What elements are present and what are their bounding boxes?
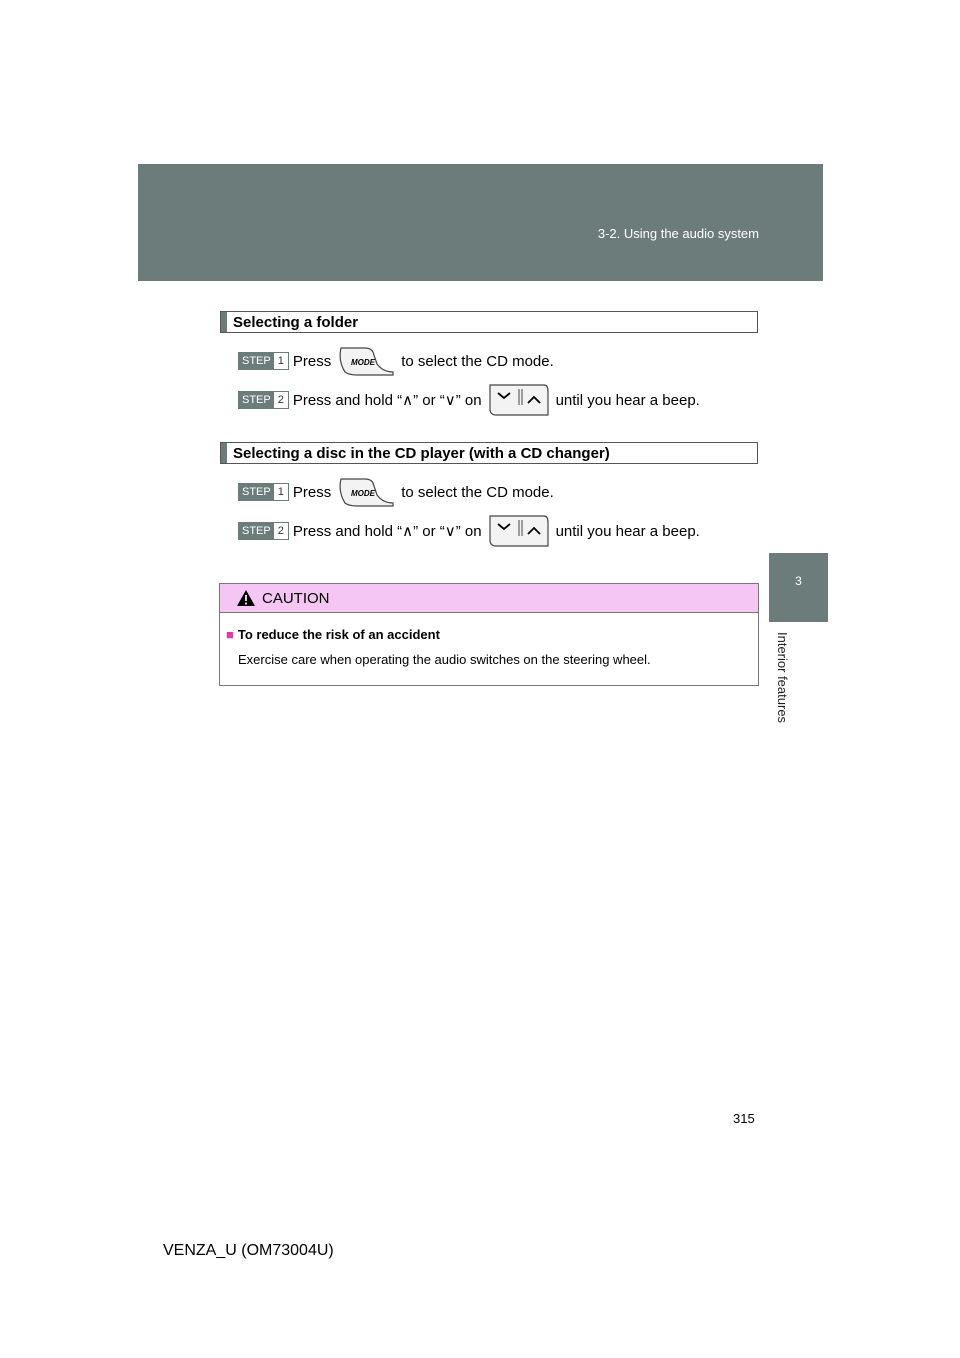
header-band xyxy=(138,164,823,281)
step-label: STEP xyxy=(239,523,274,539)
step-label: STEP xyxy=(239,392,274,408)
step-text-after: until you hear a beep. xyxy=(555,391,700,409)
step-label: STEP xyxy=(239,353,274,369)
caution-item-title-text: To reduce the risk of an accident xyxy=(237,627,440,642)
step-text-before: Press and hold “∧” or “∨” on xyxy=(292,392,482,409)
caution-label: CAUTION xyxy=(262,589,330,607)
step-number: 1 xyxy=(274,353,288,369)
heading-bar xyxy=(221,443,227,463)
square-bullet-icon: ■ xyxy=(226,627,234,642)
step-text-after: until you hear a beep. xyxy=(555,522,700,540)
step-number: 2 xyxy=(274,392,288,408)
caution-header xyxy=(220,584,758,613)
section-heading-disc xyxy=(220,442,758,464)
section-header: 3-2. Using the audio system xyxy=(597,226,759,241)
step-badge xyxy=(238,522,289,540)
page-number: 315 xyxy=(733,1111,755,1126)
chapter-tab xyxy=(769,553,828,622)
mode-button-icon xyxy=(337,346,395,376)
step-badge xyxy=(238,352,289,370)
step-row xyxy=(238,516,700,546)
mode-button-icon xyxy=(337,477,395,507)
step-text-before: Press and hold “∧” or “∨” on xyxy=(292,523,482,540)
mode-button-text: MODE xyxy=(351,489,376,498)
manual-code: VENZA_U (OM73004U) xyxy=(163,1242,334,1259)
caution-item-text: Exercise care when operating the audio switches on the steering wheel. xyxy=(238,652,651,667)
chapter-label: Interior features xyxy=(775,632,790,724)
seek-button-icon xyxy=(488,383,550,417)
step-text-after: to select the CD mode. xyxy=(401,352,554,370)
section-title: Selecting a disc in the CD player (with a CD changer) xyxy=(233,445,610,462)
step-number: 2 xyxy=(274,523,288,539)
step-text-before: Press xyxy=(292,352,332,370)
caution-item-title xyxy=(226,627,440,642)
step-badge xyxy=(238,391,289,409)
heading-bar xyxy=(221,312,227,332)
section-heading-folder xyxy=(220,311,758,333)
step-row xyxy=(238,477,554,507)
seek-button-icon xyxy=(488,514,550,548)
chapter-number: 3 xyxy=(795,574,802,588)
step-row xyxy=(238,385,700,415)
warning-icon xyxy=(236,589,256,607)
caution-box xyxy=(219,583,759,686)
step-text-before: Press xyxy=(292,483,332,501)
section-title: Selecting a folder xyxy=(233,314,359,331)
step-label: STEP xyxy=(239,484,274,500)
step-number: 1 xyxy=(274,484,288,500)
step-row xyxy=(238,346,554,376)
mode-button-text: MODE xyxy=(351,358,376,367)
step-text-after: to select the CD mode. xyxy=(401,483,554,501)
step-badge xyxy=(238,483,289,501)
